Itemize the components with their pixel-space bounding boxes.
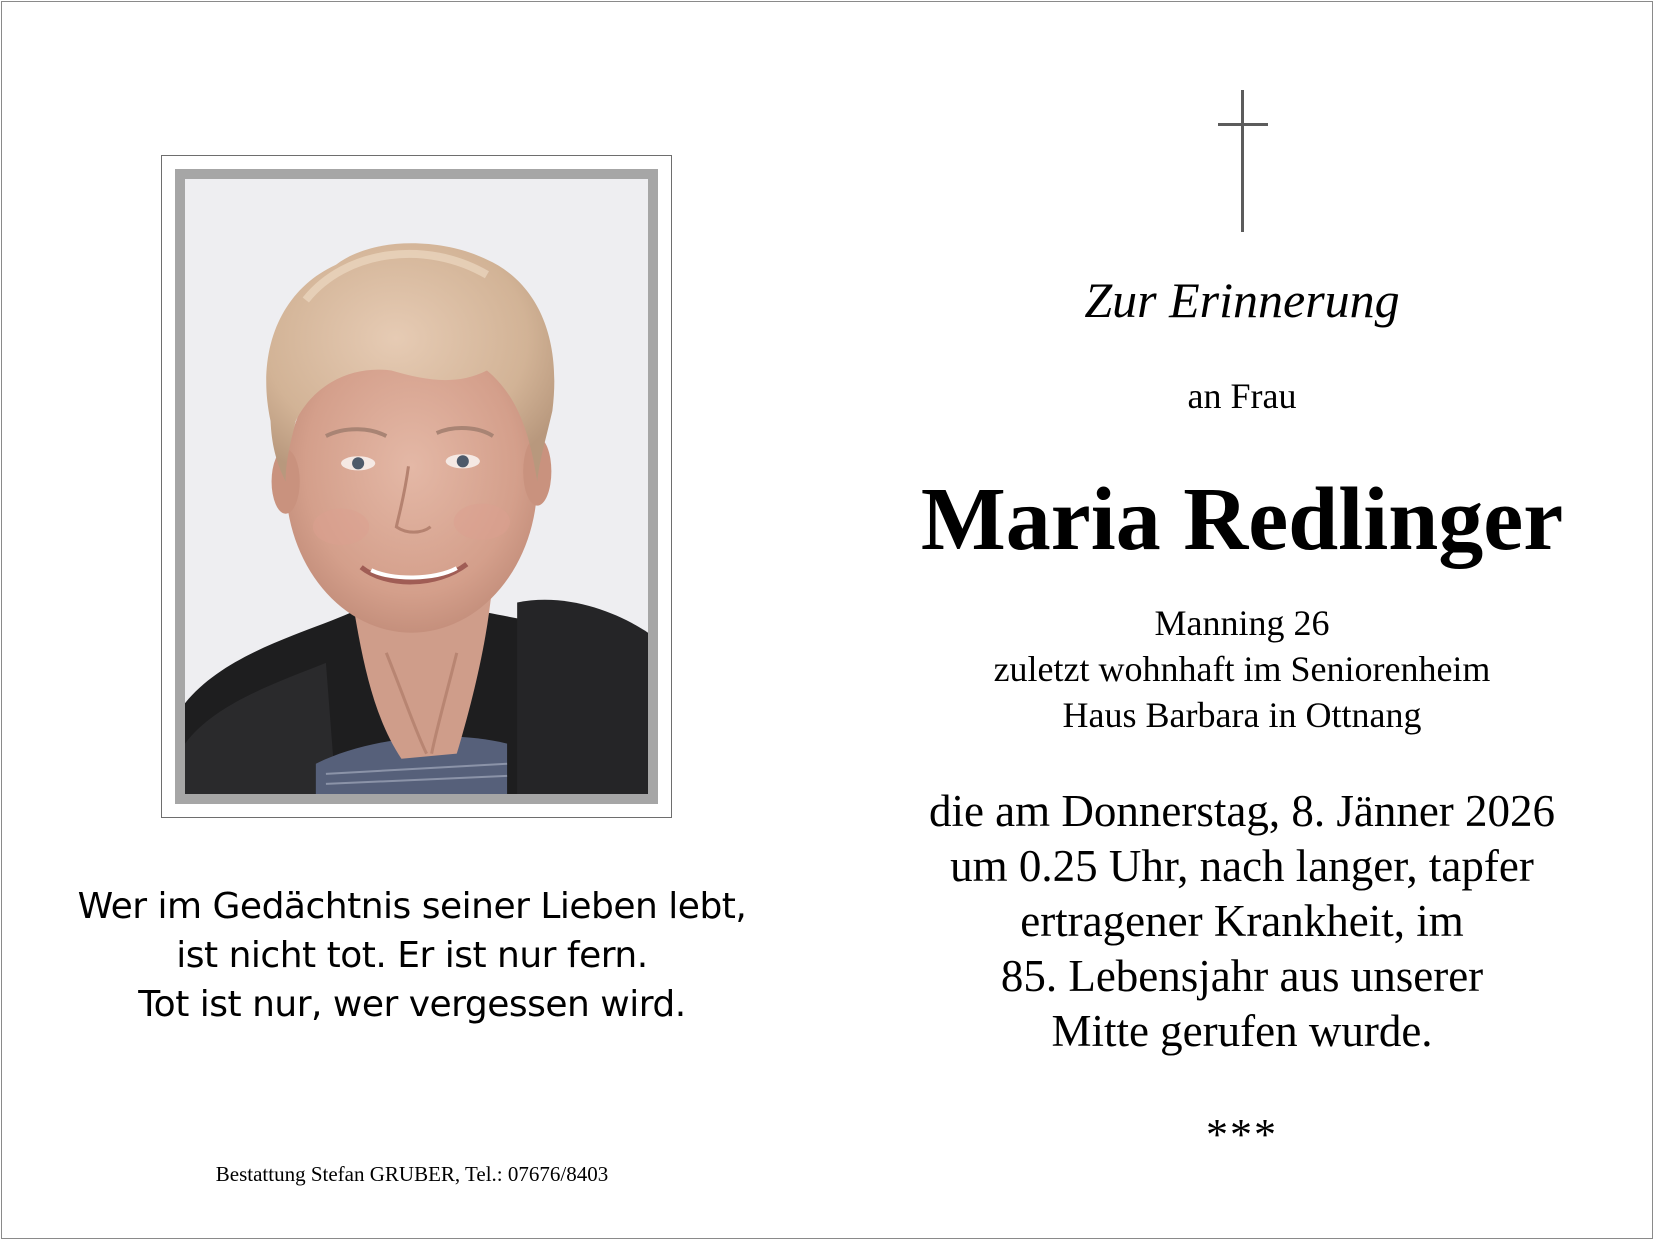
portrait-mat <box>175 169 658 804</box>
latin-cross-icon <box>1218 90 1268 232</box>
address-block <box>842 600 1642 738</box>
memorial-verse <box>42 882 782 1029</box>
card-heading: Zur Erinnerung <box>1084 272 1400 328</box>
verse-line: Tot ist nur, wer vergessen wird. <box>138 984 686 1025</box>
address-line: Haus Barbara in Ottnang <box>1062 695 1422 735</box>
death-announcement <box>842 784 1642 1059</box>
announcement-line: die am Donnerstag, 8. Jänner 2026 <box>928 786 1556 836</box>
salutation: an Frau <box>1187 376 1297 416</box>
announcement-line: um 0.25 Uhr, nach langer, tapfer <box>950 841 1534 891</box>
announcement-line: 85. Lebensjahr aus unserer <box>1000 951 1484 1001</box>
portrait-illustration <box>185 179 648 794</box>
verse-line: Wer im Gedächtnis seiner Lieben lebt, <box>77 886 747 927</box>
portrait-photo <box>185 179 648 794</box>
verse-line: ist nicht tot. Er ist nur fern. <box>176 935 648 976</box>
address-line: zuletzt wohnhaft im Seniorenheim <box>993 649 1491 689</box>
undertaker-contact: Bestattung Stefan GRUBER, Tel.: 07676/8403 <box>215 1162 609 1186</box>
deceased-name: Maria Redlinger <box>920 470 1564 569</box>
separator-stars: *** <box>1206 1110 1278 1159</box>
announcement-line: ertragener Krankheit, im <box>1020 896 1464 946</box>
memorial-card <box>1 1 1653 1239</box>
announcement-line: Mitte gerufen wurde. <box>1051 1006 1433 1056</box>
portrait-frame <box>161 155 672 818</box>
address-line: Manning 26 <box>1154 603 1330 643</box>
